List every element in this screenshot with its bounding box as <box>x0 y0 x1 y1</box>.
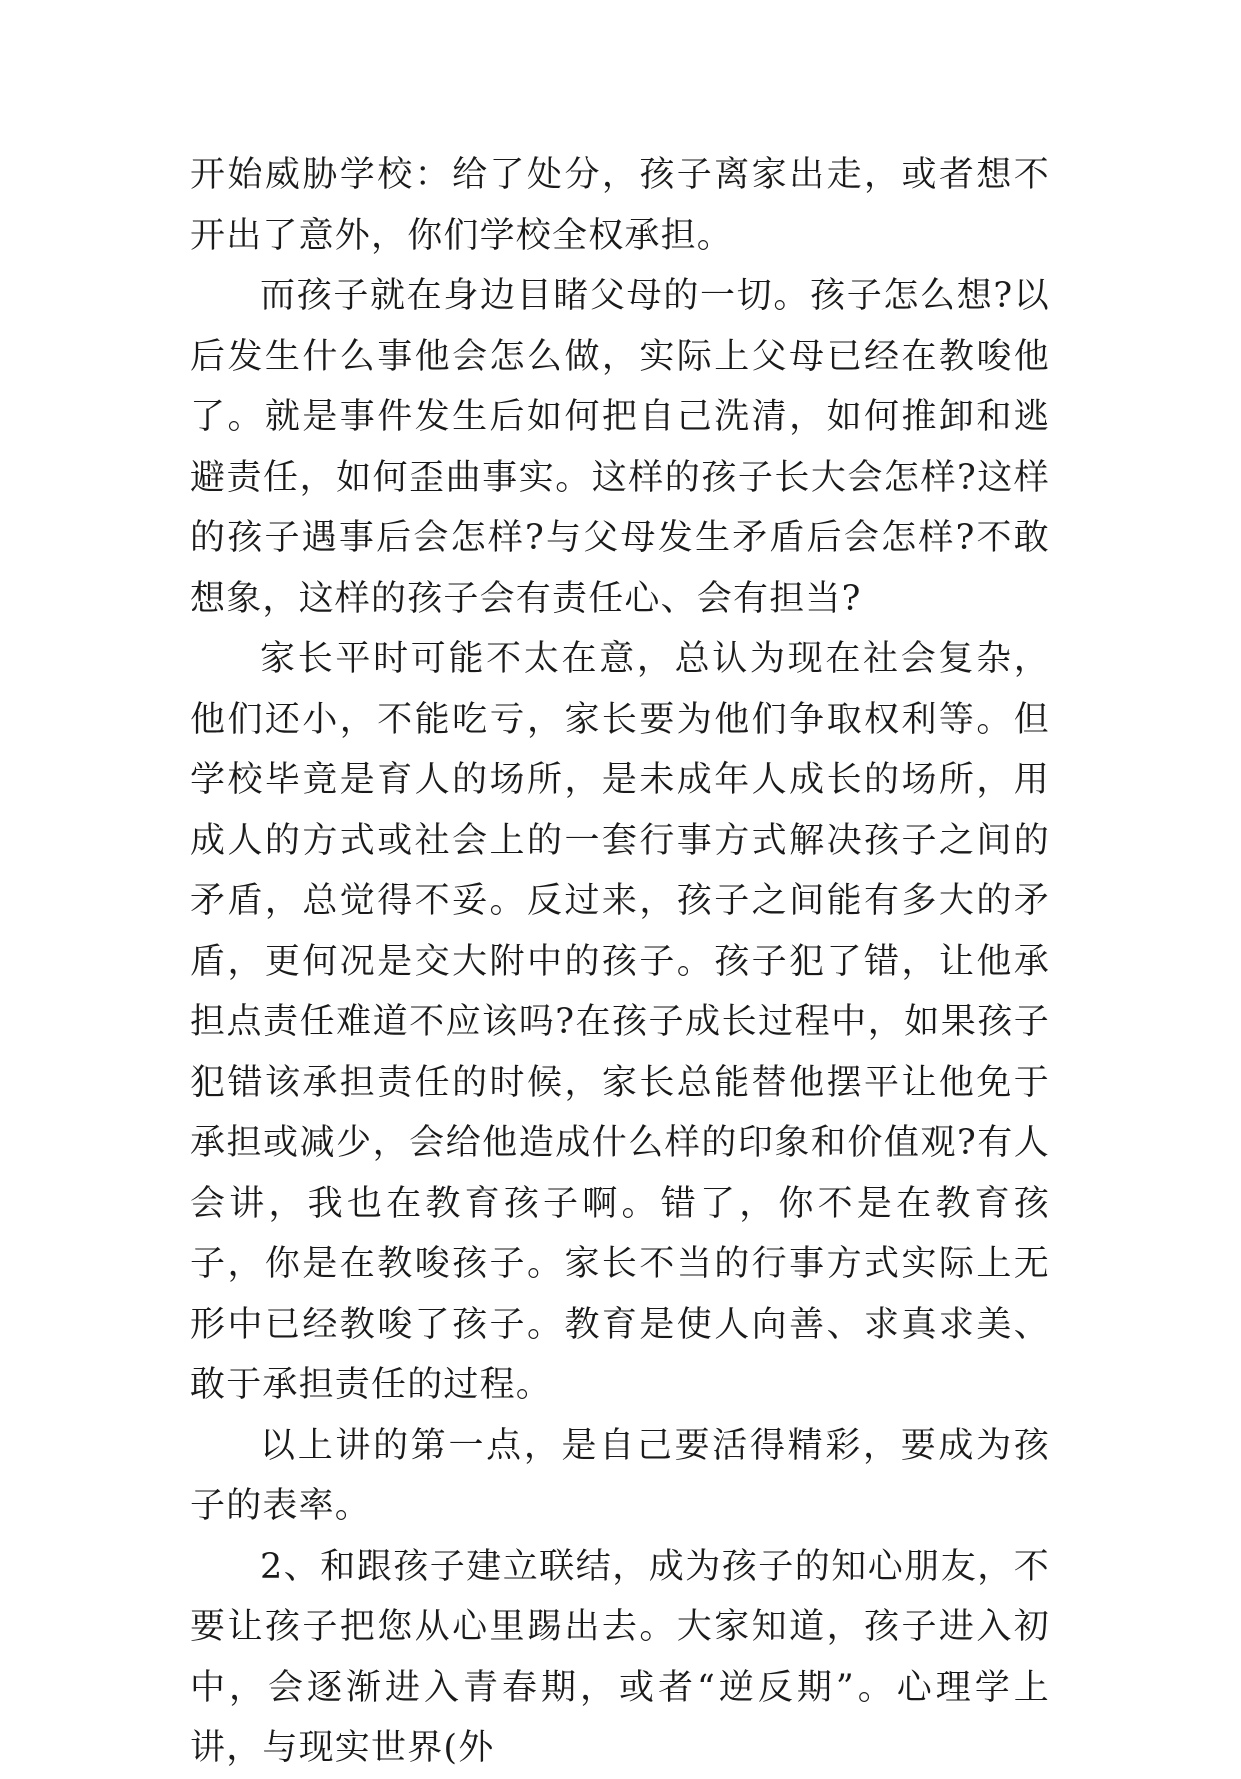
paragraph: 而孩子就在身边目睹父母的一切。孩子怎么想?以后发生什么事他会怎么做，实际上父母已经在教唆他了。就是事件发生后如何把自己洗清，如何推卸和逃避责任，如何歪曲事实。这样的孩子长大会怎样?这样的孩子遇事后会怎样?与父母发生矛盾后会怎样?不敢想象，这样的孩子会有责任心、会有担当? <box>190 276 1050 619</box>
paragraph-continued: 开始威胁学校：给了处分，孩子离家出走，或者想不开出了意外，你们学校全权承担。 <box>190 155 1050 256</box>
document-page <box>190 145 1050 1779</box>
paragraph: 家长平时可能不太在意，总认为现在社会复杂，他们还小，不能吃亏，家长要为他们争取权利等。但学校毕竟是育人的场所，是未成年人成长的场所，用成人的方式或社会上的一套行事方式解决孩子之间的矛盾，总觉得不妥。反过来，孩子之间能有多大的矛盾，更何况是交大附中的孩子。孩子犯了错，让他承担点责任难道不应该吗?在孩子成长过程中，如果孩子犯错该承担责任的时候，家长总能替他摆平让他免于承担或减少，会给他造成什么样的印象和价值观?有人会讲，我也在教育孩子啊。错了，你不是在教育孩子，你是在教唆孩子。家长不当的行事方式实际上无形中已经教唆了孩子。教育是使人向善、求真求美、敢于承担责任的过程。 <box>190 639 1050 1405</box>
paragraph: 以上讲的第一点，是自己要活得精彩，要成为孩子的表率。 <box>190 1425 1050 1526</box>
paragraph-numbered: 2、和跟孩子建立联结，成为孩子的知心朋友，不要让孩子把您从心里踢出去。大家知道，孩子进入初中，会逐渐进入青春期，或者“逆反期”。心理学上讲，与现实世界(外 <box>190 1546 1050 1768</box>
